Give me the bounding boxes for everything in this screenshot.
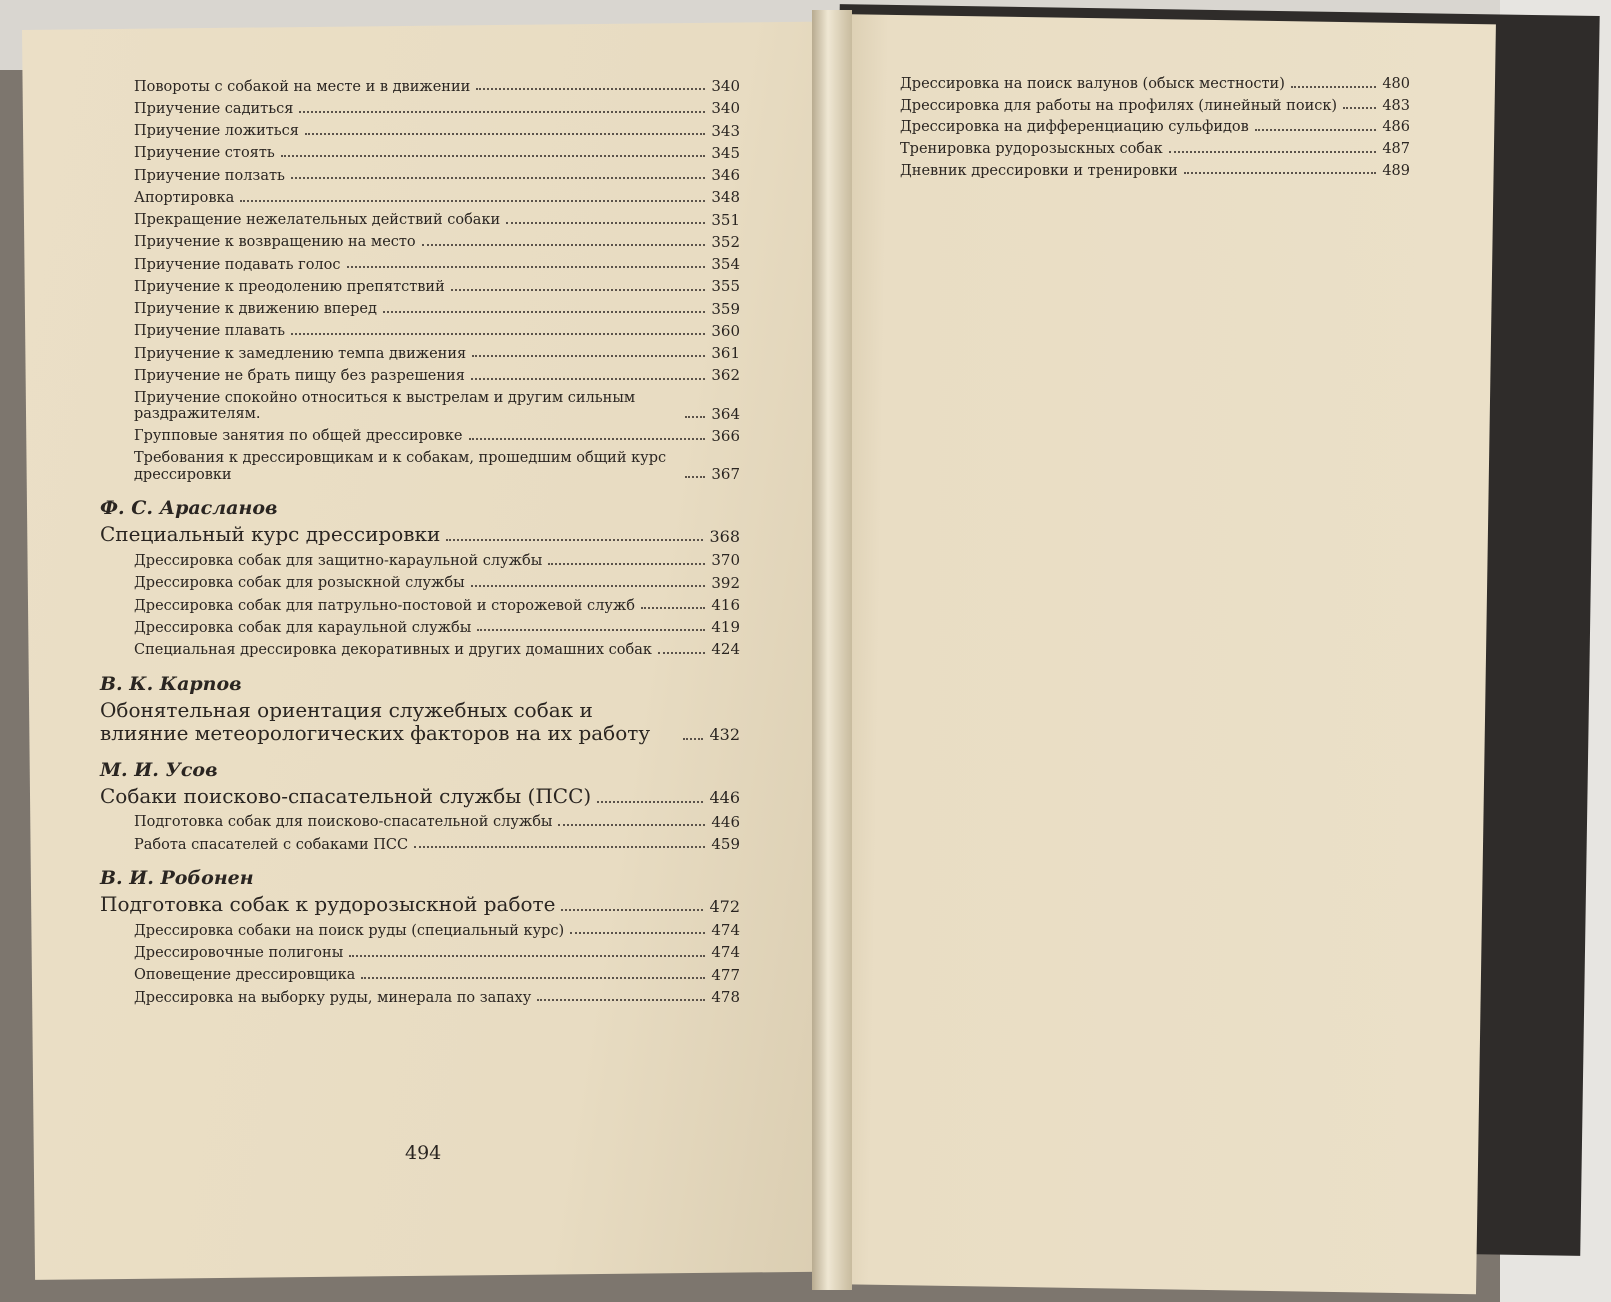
page-number: 494	[405, 1142, 442, 1164]
toc-entry	[900, 141, 1410, 158]
entry-title: Специальный курс дрессировки	[100, 522, 441, 547]
right-page	[816, 14, 1496, 1294]
dot-leader	[658, 652, 705, 654]
entry-page: 424	[711, 640, 740, 659]
entry-page: 340	[711, 99, 740, 118]
entry-title: Дневник дрессировки и тренировки	[900, 162, 1178, 179]
entry-title: Дрессировка собак для патрульно-постовой и сторожевой служб	[134, 597, 635, 614]
entry-page: 478	[711, 987, 740, 1006]
entry-page: 361	[711, 344, 740, 362]
entry-title: Приучение стоять	[134, 145, 275, 162]
chapter-author: Ф. С. Арасланов	[100, 497, 278, 520]
entry-page: 474	[711, 943, 740, 962]
entry-page: 459	[711, 834, 740, 853]
dot-leader	[240, 200, 705, 202]
entry-title: Приучение к возвращению на место	[134, 234, 416, 251]
dot-leader	[683, 738, 703, 740]
toc-entry	[100, 234, 740, 251]
entry-page: 487	[1382, 141, 1410, 158]
entry-title: Приучение садиться	[134, 100, 294, 117]
entry-title: Приучение ложиться	[134, 123, 299, 140]
chapter-author: В. К. Карпов	[100, 672, 242, 695]
dot-leader	[291, 333, 705, 335]
chapter-author: М. И. Усов	[100, 758, 218, 781]
chapter-title	[100, 699, 740, 745]
toc-entry	[100, 100, 740, 117]
entry-title: Приучение не брать пищу без разрешения	[134, 367, 465, 384]
dot-leader	[383, 311, 705, 313]
entry-title: Групповые занятия по общей дрессировке	[134, 428, 463, 445]
dot-leader	[1169, 151, 1377, 153]
toc-entry	[100, 278, 740, 295]
toc-entry	[100, 450, 740, 483]
chapter-title	[100, 785, 740, 808]
entry-page: 486	[1382, 119, 1410, 136]
dot-leader	[471, 585, 706, 587]
entry-title: Приучение ползать	[134, 167, 285, 184]
entry-page: 360	[711, 321, 740, 340]
dot-leader	[537, 999, 705, 1001]
entry-title: Работа спасателей с собаками ПСС	[134, 836, 409, 853]
dot-leader	[548, 563, 705, 565]
dot-leader	[506, 222, 705, 224]
toc-entry	[100, 367, 740, 384]
entry-page: 480	[1382, 76, 1410, 92]
toc-entry	[900, 119, 1410, 136]
toc-entry	[100, 597, 740, 614]
dot-leader	[476, 88, 705, 90]
dot-leader	[641, 607, 705, 609]
toc-entry	[100, 345, 740, 362]
dot-leader	[347, 266, 706, 268]
entry-title: Приучение подавать голос	[134, 256, 341, 273]
entry-page: 432	[709, 725, 740, 745]
dot-leader	[1255, 129, 1376, 131]
dot-leader	[361, 977, 705, 979]
entry-page: 343	[711, 121, 740, 140]
entry-title: Приучение плавать	[134, 323, 286, 340]
entry-page: 367	[711, 465, 740, 484]
toc-entry	[100, 167, 740, 184]
toc-entry	[100, 323, 740, 340]
entry-title: Дрессировка на дифференциацию сульфидов	[900, 119, 1249, 136]
toc-entry	[100, 78, 740, 95]
toc-entry	[100, 619, 740, 636]
entry-title: Требования к дрессировщикам и к собакам, прошедшим общий курс дрессировки	[134, 450, 667, 483]
entry-title: Прекращение нежелательных действий собаки	[134, 212, 501, 229]
toc-entry	[100, 390, 740, 423]
dot-leader	[597, 801, 703, 803]
toc-entry	[100, 641, 740, 658]
entry-title: Приучение спокойно относиться к выстрелам и другим сильным раздражителям.	[134, 389, 636, 423]
entry-page: 416	[711, 595, 740, 614]
dot-leader	[558, 824, 705, 826]
dot-leader	[349, 955, 705, 957]
dot-leader	[1184, 172, 1377, 174]
entry-title: Обонятельная ориентация служебных собак и влияние метеорологических факторов на их работу	[100, 697, 651, 745]
dot-leader	[1343, 107, 1376, 109]
entry-title: Дрессировка на поиск валунов (обыск местности)	[900, 76, 1285, 92]
entry-page: 419	[711, 618, 740, 637]
dot-leader	[446, 539, 703, 541]
entry-page: 364	[711, 404, 740, 423]
entry-title: Дрессировка собак для защитно-караульной службы	[134, 553, 543, 570]
dot-leader	[471, 378, 706, 380]
entry-title: Приучение к замедлению темпа движения	[134, 345, 467, 362]
toc-entry	[100, 428, 740, 445]
entry-title: Апортировка	[134, 189, 235, 206]
entry-title: Дрессировка собак для розыскной службы	[134, 575, 465, 592]
toc-entry	[900, 98, 1410, 115]
table-of-contents-right	[900, 76, 1410, 184]
toc-entry	[100, 189, 740, 206]
toc-entry	[100, 836, 740, 853]
chapter-author: В. И. Робонен	[100, 867, 254, 890]
entry-page: 446	[709, 788, 740, 808]
entry-title: Подготовка собак для поисково-спасательной службы	[134, 814, 553, 831]
chapter-title	[100, 893, 740, 916]
entry-page: 368	[709, 527, 740, 547]
toc-entry	[900, 163, 1410, 180]
dot-leader	[291, 177, 705, 179]
entry-page: 472	[709, 896, 740, 916]
entry-page: 346	[711, 166, 740, 184]
toc-entry	[100, 989, 740, 1006]
entry-title: Дрессировка собак для караульной службы	[134, 619, 472, 636]
entry-page: 340	[711, 77, 740, 95]
entry-page: 370	[711, 551, 740, 570]
dot-leader	[1291, 86, 1376, 88]
entry-page: 359	[711, 299, 740, 318]
toc-entry	[100, 123, 740, 140]
entry-title: Повороты с собакой на месте и в движении	[134, 78, 471, 95]
entry-page: 392	[711, 573, 740, 592]
entry-page: 483	[1382, 97, 1410, 114]
toc-entry	[100, 212, 740, 229]
entry-title: Дрессировка для работы на профилях (линейный поиск)	[900, 97, 1338, 114]
dot-leader	[414, 846, 705, 848]
book-spine	[812, 10, 852, 1290]
toc-entry	[100, 256, 740, 273]
entry-title: Оповещение дрессировщика	[134, 967, 356, 984]
entry-page: 352	[711, 232, 740, 251]
toc-entry	[900, 76, 1410, 93]
dot-leader	[685, 476, 705, 478]
toc-entry	[100, 145, 740, 162]
toc-entry	[100, 967, 740, 984]
entry-page: 355	[711, 277, 740, 296]
entry-page: 362	[711, 366, 740, 385]
entry-page: 446	[711, 812, 740, 831]
entry-page: 477	[711, 965, 740, 984]
toc-entry	[100, 575, 740, 592]
dot-leader	[299, 111, 705, 113]
toc-entry	[100, 552, 740, 569]
dot-leader	[305, 133, 705, 135]
entry-title: Тренировка рудорозыскных собак	[900, 141, 1163, 158]
entry-title: Собаки поисково-спасательной службы (ПСС)	[100, 783, 592, 808]
dot-leader	[422, 244, 706, 246]
entry-page: 351	[711, 210, 740, 229]
dot-leader	[469, 438, 706, 440]
entry-title: Подготовка собак к рудорозыскной работе	[100, 892, 556, 917]
dot-leader	[281, 155, 706, 157]
entry-page: 348	[711, 188, 740, 207]
dot-leader	[477, 629, 705, 631]
entry-page: 489	[1382, 162, 1410, 179]
entry-page: 474	[711, 921, 740, 940]
dot-leader	[685, 416, 705, 418]
toc-entry	[100, 301, 740, 318]
entry-page: 354	[711, 255, 740, 273]
dot-leader	[561, 909, 703, 911]
dot-leader	[451, 289, 706, 291]
entry-title: Приучение к движению вперед	[134, 301, 377, 318]
toc-entry	[100, 922, 740, 939]
chapter-title	[100, 523, 740, 546]
toc-entry	[100, 944, 740, 961]
entry-page: 345	[711, 143, 740, 162]
toc-entry	[100, 814, 740, 831]
entry-title: Дрессировка на выборку руды, минерала по запаху	[134, 989, 532, 1006]
entry-title: Дрессировка собаки на поиск руды (специальный курс)	[134, 922, 565, 939]
entry-title: Дрессировочные полигоны	[134, 945, 344, 962]
dot-leader	[472, 355, 705, 357]
entry-title: Специальная дрессировка декоративных и других домашних собак	[134, 642, 652, 659]
entry-title: Приучение к преодолению препятствий	[134, 278, 445, 295]
dot-leader	[570, 932, 705, 934]
entry-page: 366	[711, 426, 740, 445]
table-of-contents-left	[100, 78, 740, 1011]
